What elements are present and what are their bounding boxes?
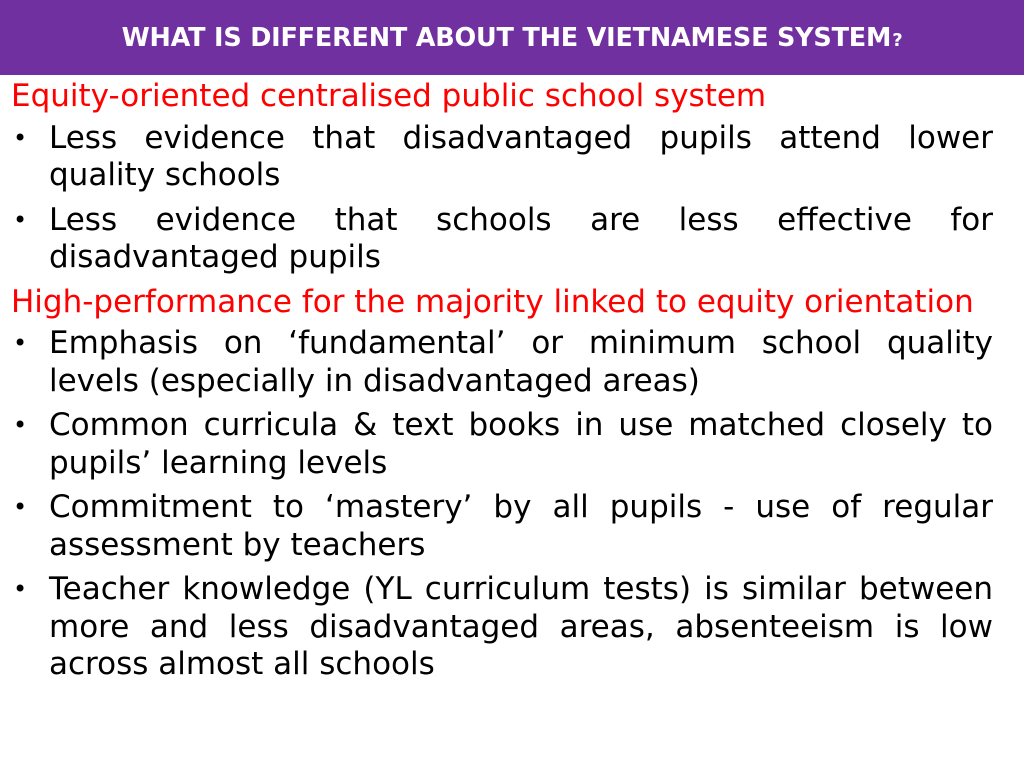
list-item	[11, 120, 993, 195]
slide-title-suffix: ?	[892, 30, 903, 51]
list-item	[11, 489, 993, 564]
bullet-text: Common curricula & text books in use matched closely to pupils’ learning levels	[49, 407, 993, 481]
bullet-icon: •	[13, 493, 28, 521]
section-heading-performance: High-performance for the majority linked to equity orientation	[11, 283, 974, 320]
bullet-text: Emphasis on ‘fundamental’ or minimum school quality levels (especially in disadvantaged areas)	[49, 325, 993, 399]
bullet-text: Less evidence that schools are less effective for disadvantaged pupils	[49, 201, 993, 275]
bullet-icon: •	[13, 123, 28, 152]
bullet-text: Teacher knowledge (YL curriculum tests) is similar between more and less disadvantaged areas, absenteeism is low across almost all schools	[49, 571, 993, 682]
slide-body	[11, 78, 993, 691]
bullet-list-equity	[11, 120, 993, 277]
bullet-text: Commitment to ‘mastery’ by all pupils - use of regular assessment by teachers	[49, 489, 993, 563]
list-item	[11, 407, 993, 482]
bullet-icon: •	[13, 575, 28, 603]
bullet-icon: •	[13, 411, 28, 439]
bullet-list-performance	[11, 325, 993, 684]
list-item	[11, 325, 993, 400]
slide-title-bar	[0, 0, 1024, 75]
bullet-text: Less evidence that disadvantaged pupils attend lower quality schools	[49, 119, 993, 193]
list-item	[11, 571, 993, 684]
section-heading-equity: Equity-oriented centralised public school system	[11, 78, 767, 114]
slide-title: WHAT IS DIFFERENT ABOUT THE VIETNAMESE SYSTEM	[121, 22, 892, 53]
list-item	[11, 202, 993, 277]
bullet-icon: •	[13, 205, 28, 234]
bullet-icon: •	[13, 329, 28, 357]
